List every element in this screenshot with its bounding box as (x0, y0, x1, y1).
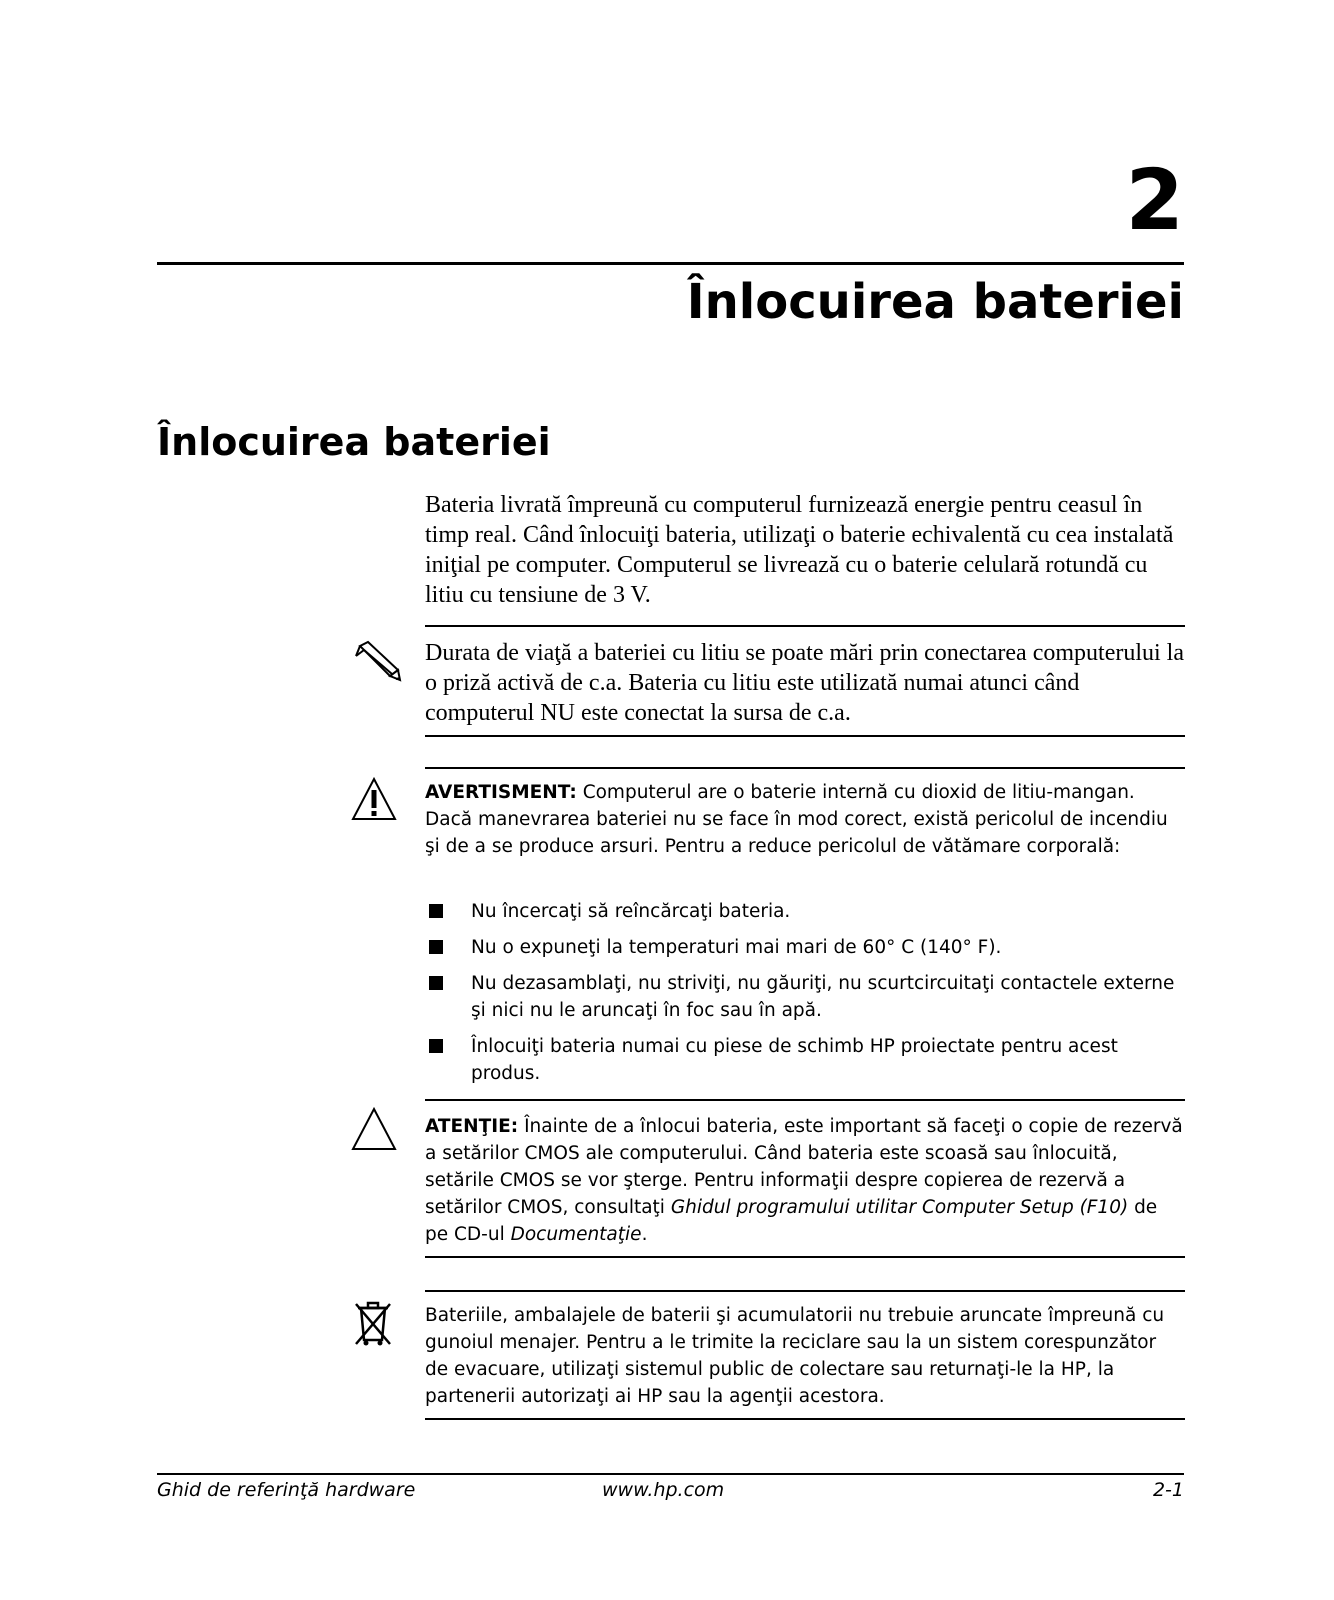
warning-top-rule (425, 767, 1185, 769)
bullet-square-icon (429, 940, 443, 954)
bullet-square-icon (429, 1039, 443, 1053)
footer-guide-title: Ghid de referinţă hardware (157, 1479, 416, 1501)
caution-bottom-rule (425, 1256, 1185, 1258)
bullet-text: Înlocuiţi bateria numai cu piese de schimb HP proiectate pentru acest produs. (471, 1036, 1118, 1084)
warning-paragraph (425, 779, 1185, 860)
note-top-rule (425, 625, 1185, 627)
note-bottom-rule (425, 735, 1185, 737)
recycle-bottom-rule (425, 1418, 1185, 1420)
recycle-text: Bateriile, ambalajele de baterii şi acumulatorii nu trebuie aruncate împreună cu gunoiul menajer. Pentru a le trimite la reciclare sau la un sistem corespunzător de evacuare, utilizaţi sistemul public de colectare sau returnaţi-le la HP, la partenerii autorizaţi ai HP sau la agenţii acestora. (425, 1305, 1165, 1407)
intro-paragraph: Bateria livrată împreună cu computerul furnizează energie pentru ceasul în timp real. Când înlocuiţi bateria, utilizaţi o baterie echivalentă cu cea instalată iniţial pe computer. Computerul se livrează cu o baterie celulară rotundă cu litiu cu tensiune de 3 V. (425, 492, 1174, 608)
page-number: 2-1 (1152, 1479, 1184, 1501)
section-title: Înlocuirea bateriei (157, 420, 551, 464)
crossed-bin-icon (352, 1298, 394, 1352)
footer-rule (157, 1473, 1184, 1475)
list-item (425, 1033, 1185, 1087)
caution-text-middle: de pe CD-ul (425, 1197, 1158, 1245)
warning-text: Computerul are o baterie internă cu dioxid de litiu-mangan. Dacă manevrarea bateriei nu se face în mod corect, există pericolul de incendiu şi de a se produce arsuri. Pentru a reduce pericolul de vătămare corporală: (425, 782, 1168, 857)
cd-name: Documentaţie (510, 1224, 642, 1245)
guide-title: Ghidul programului utilitar Computer Setup (F10) (670, 1197, 1129, 1218)
pencil-note-icon (350, 640, 402, 688)
bullet-text: Nu o expuneţi la temperaturi mai mari de 60° C (140° F). (471, 937, 1002, 958)
recycle-top-rule (425, 1290, 1185, 1292)
caution-triangle-icon (350, 1106, 398, 1156)
caution-paragraph (425, 1113, 1185, 1248)
bullet-text: Nu dezasamblaţi, nu striviţi, nu găuriţi, nu scurtcircuitaţi contactele externe şi nici nu le aruncaţi în foc sau în apă. (471, 973, 1175, 1021)
bullet-text: Nu încercaţi să reîncărcaţi bateria. (471, 901, 791, 922)
warning-bullet-list (425, 898, 1185, 1096)
chapter-title: Înlocuirea bateriei (686, 274, 1184, 330)
caution-text: Înainte de a înlocui bateria, este important să faceţi o copie de rezervă a setărilor CMOS ale computerului. Când bateria este scoasă sau înlocuită, setările CMOS se vor şterge. Pentru informaţii despre copierea de rezervă a setărilor CMOS, consultaţi (425, 1116, 1183, 1218)
footer-url: www.hp.com (602, 1479, 725, 1501)
caution-top-rule (425, 1099, 1185, 1101)
list-item (425, 898, 1185, 925)
caution-label: ATENŢIE: (425, 1116, 519, 1137)
warning-label: AVERTISMENT: (425, 782, 577, 803)
note-text: Durata de viaţă a bateriei cu litiu se poate mări prin conectarea computerului la o priză activă de c.a. Bateria cu litiu este utilizată numai atunci când computerul NU este conectat la sursa de c.a. (425, 640, 1184, 726)
caution-text-end: . (641, 1224, 648, 1245)
warning-triangle-icon (350, 776, 398, 826)
bullet-square-icon (429, 904, 443, 918)
list-item (425, 970, 1185, 1024)
chapter-number: 2 (1125, 151, 1184, 249)
list-item (425, 934, 1185, 961)
chapter-divider (157, 262, 1184, 265)
bullet-square-icon (429, 976, 443, 990)
